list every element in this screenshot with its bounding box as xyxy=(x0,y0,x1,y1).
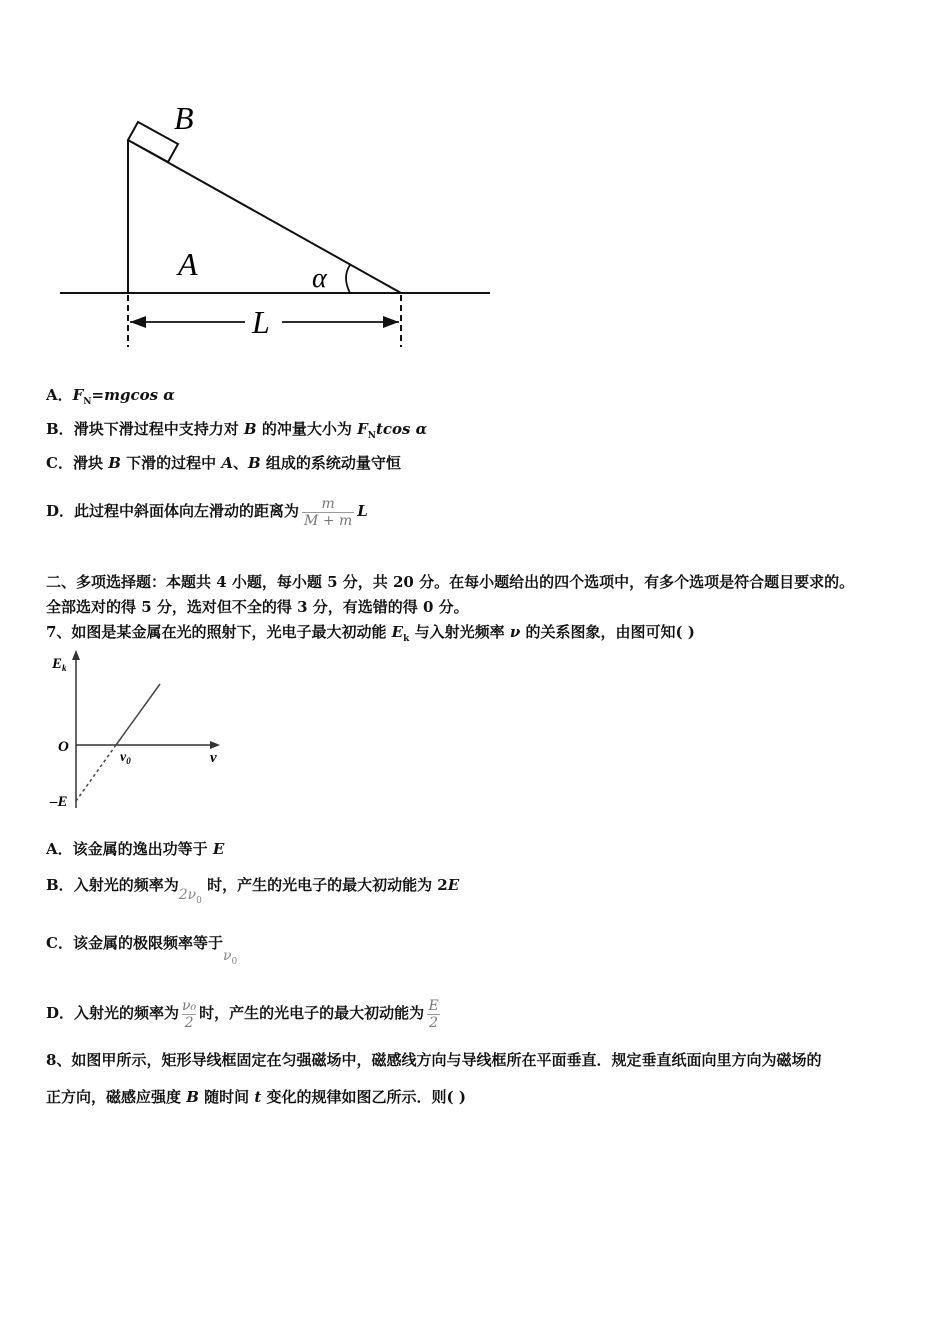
label-a: A xyxy=(178,246,198,282)
ek-nu-graph xyxy=(44,648,234,820)
origin-label: O xyxy=(58,739,69,755)
q7-option-a: A．该金属的逸出功等于 E xyxy=(46,840,225,858)
q8-stem-line1: 8、如图甲所示，矩形导线框固定在匀强磁场中，磁感线方向与导线框所在平面垂直．规定垂直纸面向里方向为磁场的 xyxy=(46,1051,822,1069)
label-b: B xyxy=(174,100,194,136)
label-alpha: α xyxy=(312,263,327,294)
neg-e-label: –E xyxy=(50,794,68,810)
y-axis-arrow-icon xyxy=(72,650,80,660)
y-label: $E_k$ xyxy=(52,656,67,673)
q6-option-c: C．滑块 B 下滑的过程中 A、B 组成的系统动量守恒 xyxy=(46,454,401,472)
section-2-header: 二、多项选择题：本题共 4 小题，每小题 5 分，共 20 分。在每小题给出的四个选项中，有多个选项是符合题目要求的。 全部选对的得 5 分，选对但不全的得 3 分，有选错的得 0 分。 xyxy=(46,573,855,616)
x-axis-arrow-icon xyxy=(210,741,220,749)
block-b xyxy=(128,122,178,162)
q6-option-a: A．$F_N=mgcos$ α xyxy=(46,386,175,407)
ek-line-solid xyxy=(116,684,160,745)
q7-option-c: C．该金属的极限频率等于$\nu_0$ xyxy=(46,934,238,967)
fraction-m-over-mplusm: $\frac{m}{M + m}$ xyxy=(304,495,353,529)
q7-option-b: B．入射光的频率为$2\nu_0$ 时，产生的光电子的最大初动能为 2E xyxy=(46,876,460,906)
ek-line-dashed xyxy=(76,745,116,801)
q6-option-b: B．滑块下滑过程中支持力对 B 的冲量大小为 $F_Ntcos$ α xyxy=(46,420,428,441)
label-l: L xyxy=(252,304,270,340)
x-label: ν xyxy=(210,750,217,766)
fraction-v0-over-2: $\frac{\text{ν₀}}{2}$ xyxy=(182,997,197,1031)
q7-option-d: D．入射光的频率为 $\frac{\text{ν₀}}{2}$ 时，产生的光电子的最大初动能为 $\frac{E}{2}$ xyxy=(46,997,439,1031)
q8-stem-line2: 正方向，磁感应强度 B 随时间 t 变化的规律如图乙所示．则( ) xyxy=(46,1088,466,1106)
q7-stem: 7、如图是某金属在光的照射下，光电子最大初动能 $E_k$ 与入射光频率 ν 的关系图象，由图可知( ) xyxy=(46,623,695,644)
arrow-right-icon xyxy=(383,316,399,328)
arrow-left-icon xyxy=(130,316,146,328)
v0-label: $\nu_0$ xyxy=(120,750,131,766)
q6-option-d: D．此过程中斜面体向左滑动的距离为 $\frac{m}{M + m}$ L xyxy=(46,495,368,529)
fraction-e-over-2: $\frac{E}{2}$ xyxy=(428,997,439,1031)
incline-figure xyxy=(50,95,500,355)
angle-arc xyxy=(346,265,350,293)
incline-slope xyxy=(128,140,401,293)
